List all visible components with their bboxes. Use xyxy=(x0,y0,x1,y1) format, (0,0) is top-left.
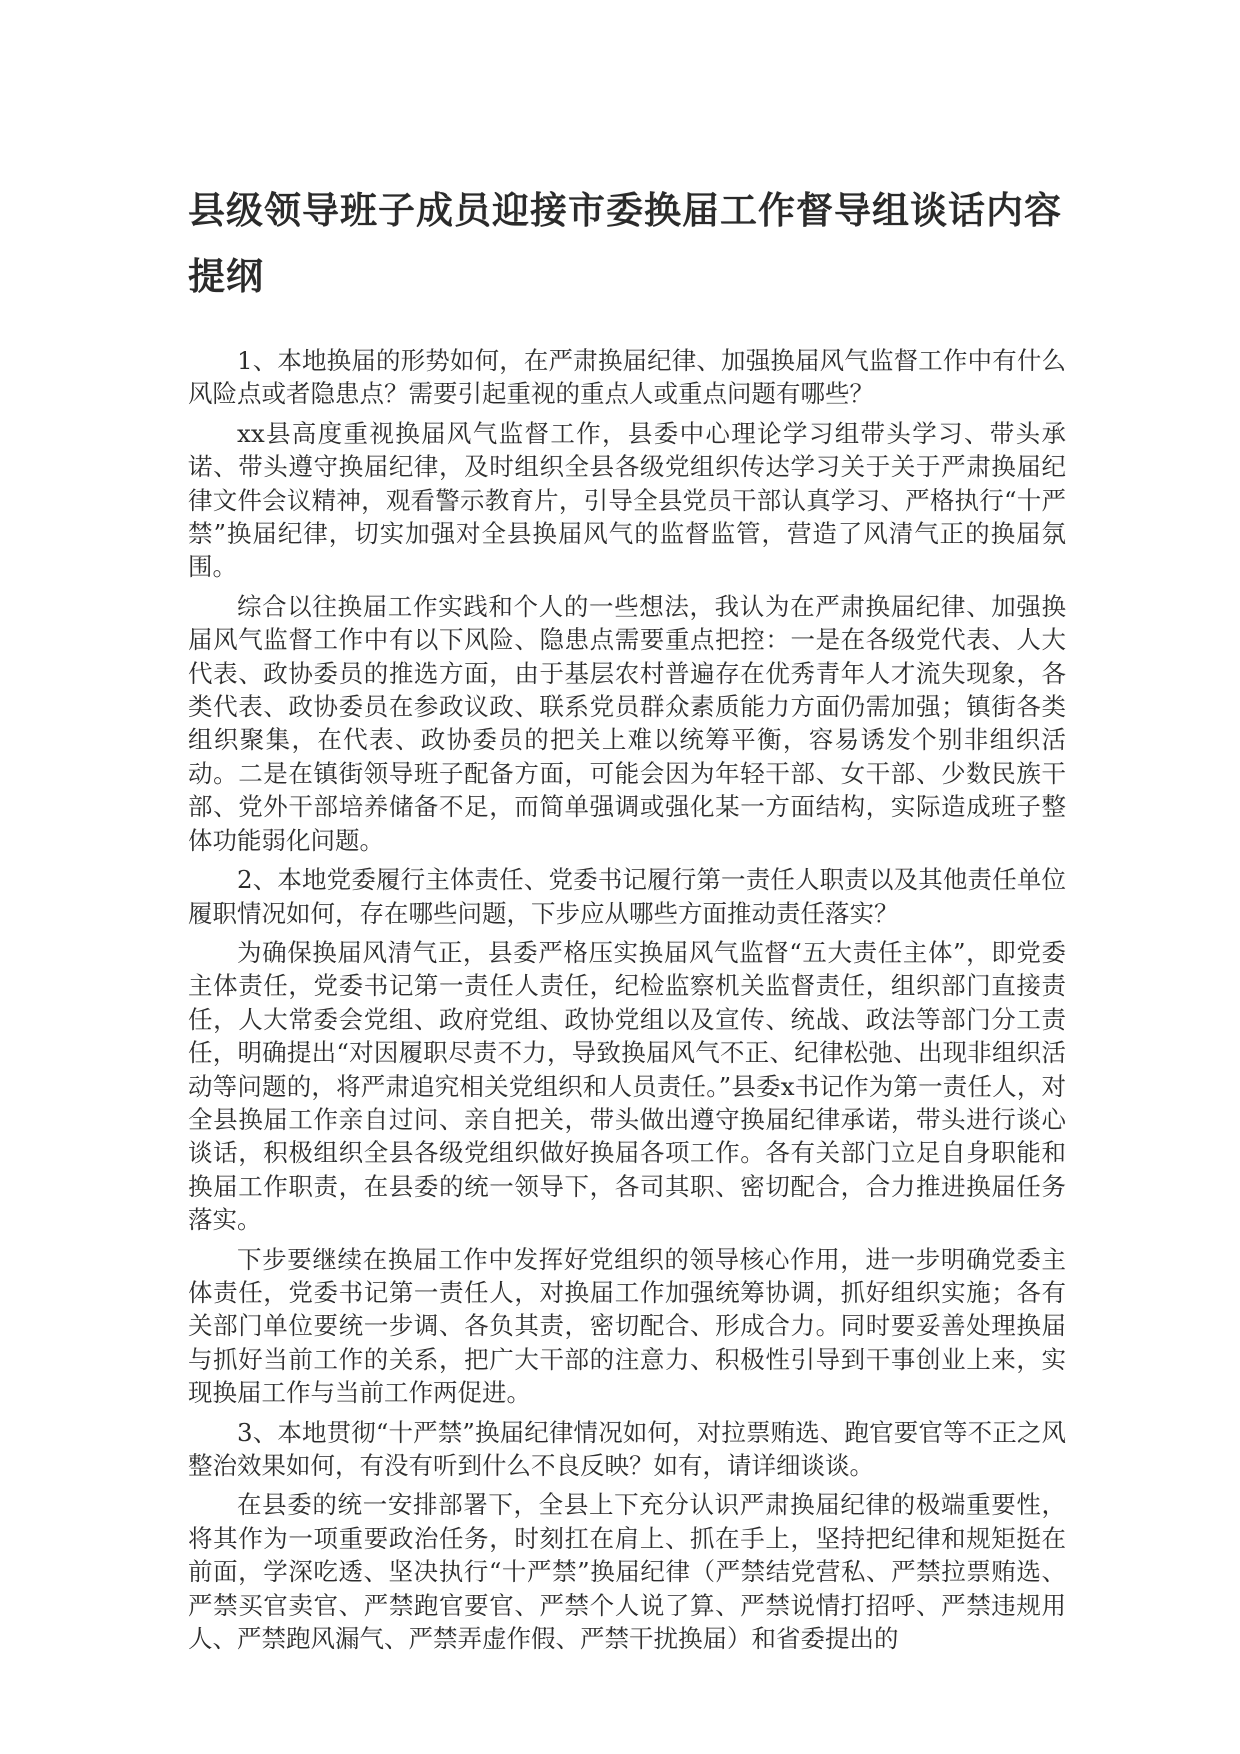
answer-paragraph: xx县高度重视换届风气监督工作，县委中心理论学习组带头学习、带头承诺、带头遵守换届纪律，及时组织全县各级党组织传达学习关于关于严肃换届纪律文件会议精神，观看警示教育片，引导全县党员干部认真学习、严格执行“十严禁”换届纪律，切实加强对全县换届风气的监督监管，营造了风清气正的换届氛围。 xyxy=(188,418,1066,582)
question-3: 3、本地贯彻“十严禁”换届纪律情况如何，对拉票贿选、跑官要官等不正之风整治效果如何，有没有听到什么不良反映？如有，请详细谈谈。 xyxy=(188,1417,1066,1480)
question-2: 2、本地党委履行主体责任、党委书记履行第一责任人职责以及其他责任单位履职情况如何，存在哪些问题，下步应从哪些方面推动责任落实？ xyxy=(188,865,1066,928)
question-1: 1、本地换届的形势如何，在严肃换届纪律、加强换届风气监督工作中有什么风险点或者隐患点？需要引起重视的重点人或重点问题有哪些？ xyxy=(188,346,1066,409)
answer-paragraph: 在县委的统一安排部署下，全县上下充分认识严肃换届纪律的极端重要性，将其作为一项重要政治任务，时刻扛在肩上、抓在手上，坚持把纪律和规矩挺在前面，学深吃透、坚决执行“十严禁”换届纪律（严禁结党营私、严禁拉票贿选、严禁买官卖官、严禁跑官要官、严禁个人说了算、严禁说情打招呼、严禁违规用人、严禁跑风漏气、严禁弄虚作假、严禁干扰换届）和省委提出的 xyxy=(188,1490,1066,1654)
answer-paragraph: 综合以往换届工作实践和个人的一些想法，我认为在严肃换届纪律、加强换届风气监督工作中有以下风险、隐患点需要重点把控：一是在各级党代表、人大代表、政协委员的推选方面，由于基层农村普遍存在优秀青年人才流失现象，各类代表、政协委员在参政议政、联系党员群众素质能力方面仍需加强；镇街各类组织聚集，在代表、政协委员的把关上难以统筹平衡，容易诱发个别非组织活动。二是在镇街领导班子配备方面，可能会因为年轻干部、女干部、少数民族干部、党外干部培养储备不足，而简单强调或强化某一方面结构，实际造成班子整体功能弱化问题。 xyxy=(188,591,1066,855)
answer-paragraph: 为确保换届风清气正，县委严格压实换届风气监督“五大责任主体”，即党委主体责任，党委书记第一责任人责任，纪检监察机关监督责任，组织部门直接责任，人大常委会党组、政府党组、政协党组以及宣传、统战、政法等部门分工责任，明确提出“对因履职尽责不力，导致换届风气不正、纪律松弛、出现非组织活动等问题的，将严肃追究相关党组织和人员责任。”县委x书记作为第一责任人，对全县换届工作亲自过问、亲自把关，带头做出遵守换届纪律承诺，带头进行谈心谈话，积极组织全县各级党组织做好换届各项工作。各有关部门立足自身职能和换届工作职责，在县委的统一领导下，各司其职、密切配合，合力推进换届任务落实。 xyxy=(188,937,1066,1235)
answer-paragraph: 下步要继续在换届工作中发挥好党组织的领导核心作用，进一步明确党委主体责任，党委书记第一责任人，对换届工作加强统筹协调，抓好组织实施；各有关部门单位要统一步调、各负其责，密切配合、形成合力。同时要妥善处理换届与抓好当前工作的关系，把广大干部的注意力、积极性引导到干事创业上来，实现换届工作与当前工作两促进。 xyxy=(188,1244,1066,1408)
document-body xyxy=(188,178,1066,1655)
document-title: 县级领导班子成员迎接市委换届工作督导组谈话内容提纲 xyxy=(188,189,1062,298)
